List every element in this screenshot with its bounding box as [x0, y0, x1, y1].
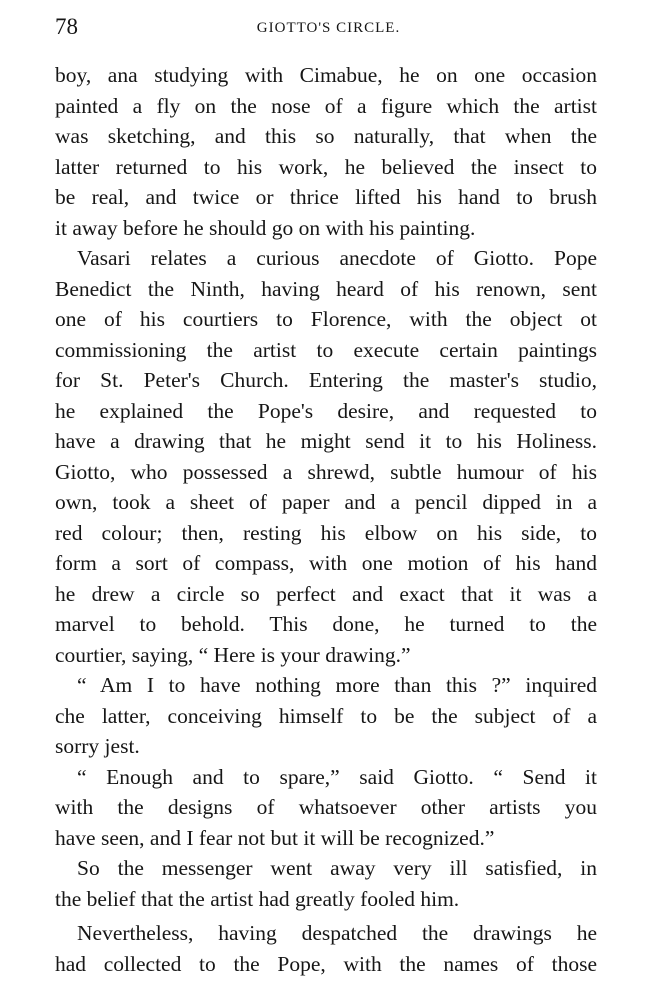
text-line: it away before he should go on with his painting. [55, 215, 476, 240]
text-line: che latter, conceiving himself to be the subject of a [55, 703, 597, 728]
text-line: boy, ana studying with Cimabue, he on one occasion [55, 63, 597, 87]
text-line: sorry jest. [55, 734, 140, 758]
running-title: GIOTTO'S CIRCLE. [256, 20, 401, 36]
text-line: Benedict the Ninth, having heard of his renown, sent [55, 276, 597, 301]
text-line: with the designs of whatsoever other artists you [55, 795, 597, 819]
text-line: red colour; then, resting his elbow on his side, to [55, 520, 597, 545]
text-line: for St. Peter's Church. Entering the master's studio, [55, 368, 597, 392]
text-line: had collected to the Pope, with the names of those [55, 951, 597, 976]
text-line: So the messenger went away very ill satisfied, in [77, 856, 597, 880]
text-line: Vasari relates a curious anecdote of Giotto. Pope [77, 246, 597, 270]
text-line: the belief that the artist had greatly fooled him. [55, 886, 460, 911]
text-line: have seen, and I fear not but it will be recognized.” [55, 825, 495, 850]
text-line: courtier, saying, “ Here is your drawing.” [55, 642, 411, 667]
text-line: own, took a sheet of paper and a pencil dipped in a [55, 490, 597, 514]
running-header [55, 12, 602, 42]
text-line: painted a fly on the nose of a figure which the artist [55, 93, 597, 118]
text-line: Nevertheless, having despatched the drawings he [77, 921, 597, 945]
text-line: he explained the Pope's desire, and requested to [55, 398, 597, 423]
text-line: “ Am I to have nothing more than this ?” inquired [77, 673, 597, 697]
text-line: latter returned to his work, he believed the insect to [55, 154, 597, 179]
text-line: Giotto, who possessed a shrewd, subtle humour of his [55, 459, 597, 484]
page-number: 78 [55, 14, 78, 39]
body-text [55, 60, 597, 979]
text-line: form a sort of compass, with one motion of his hand [55, 551, 597, 575]
text-line: one of his courtiers to Florence, with the object ot [55, 307, 597, 331]
text-line: have a drawing that he might send it to his Holiness. [55, 429, 597, 453]
text-line: he drew a circle so perfect and exact that it was a [55, 581, 597, 606]
text-line: “ Enough and to spare,” said Giotto. “ Send it [77, 764, 597, 789]
text-line: was sketching, and this so naturally, that when the [55, 124, 597, 148]
text-line: be real, and twice or thrice lifted his hand to brush [55, 185, 597, 209]
text-line: marvel to behold. This done, he turned to the [55, 612, 597, 636]
text-line: commissioning the artist to execute certain paintings [55, 337, 597, 362]
